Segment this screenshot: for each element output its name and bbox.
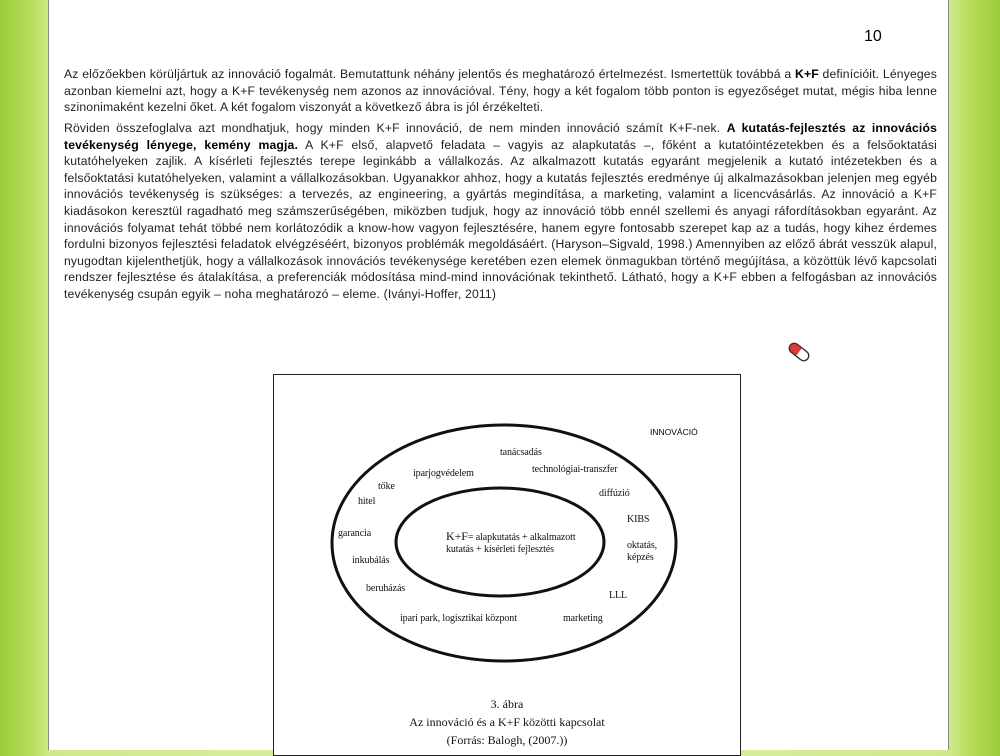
label-iparjogvedelem: iparjogvédelem: [413, 468, 474, 479]
innovation-kf-figure: [273, 374, 741, 756]
page-number: 10: [864, 28, 882, 45]
paragraph-2-text-b: A K+F első, alapvető feladata – vagyis az alapkutatás –, főként a kutatóintézetekben és a felsőoktatási kutatóhelyeken zajlik. A kísérleti fejlesztés terepe leginkább a vállalkozás. Az alkalmazott kutatás egyaránt megjelenik a kutató intézetekben és a felsőoktatási kutatóhelyeken, valamint a vállalkozásokban. Ugyanakkor ahhoz, hogy a kutatás fejlesztés eredménye új alkalmazásokban jelenjen meg egyéb innovációs tevékenység is szükséges: a tervezés, az engineering, a gyártás megindítása, a marketing, valamint a licencvásárlás. Az innováció a K+F kiadásokon keresztül ragadható meg számszerűségében, miközben tudjuk, hogy az innováció több ennél szellemi és anyagi ráfordításokban egyaránt. Az innovációs folyamat tehát többé nem korlátozódik a know-how vagyon fejlesztésére, hanem egyre fontosabb szerepet kap az a tudás, hogy kihez érdemes fordulni bizonyos fejlesztési feladatok elvégzéséért, bizonyos problémák megoldásáért. (Haryson–Sigvald, 1998.) Amennyiben az előző ábrát vesszük alapul, nyugodtan kijelenthetjük, hogy a vállalkozások innovációs tevékenysége keretében ezen elemek önmagukban történő megújítása, a közöttük lévő kapcsolati rendszer fejlesztése és átalakítása, a preferenciák módosítása mind-mind innovációnak tekinthető. Látható, hogy a K+F ebben a felfogásban az innovációs tevékenység csupán egyik – noha meghatározó – eleme. (Iványi-Hoffer, 2011): [64, 137, 937, 301]
figure-caption-number: 3. ábra: [490, 697, 524, 711]
pill-icon: [786, 339, 812, 365]
label-kepzes: képzés: [627, 552, 654, 563]
paragraph-1-text-a: Az előzőekben körüljártuk az innováció fogalmát. Bemutattunk néhány jelentős és meghatározó értelmezést. Ismertettük továbbá a: [64, 67, 795, 81]
paragraph-2: [64, 120, 937, 303]
label-beruhazas: beruházás: [366, 583, 406, 594]
paragraph-1: [64, 66, 937, 116]
label-oktatas: oktatás,: [627, 540, 658, 551]
inner-kf-line1: [446, 529, 576, 544]
label-tanacsadas: tanácsadás: [500, 447, 542, 458]
label-ipari-park: ipari park, logisztikai központ: [400, 613, 517, 624]
label-hitel: hitel: [358, 496, 376, 507]
paragraph-1-bold: K+F: [795, 67, 819, 81]
figure-caption-title: Az innováció és a K+F közötti kapcsolat: [409, 715, 605, 729]
label-marketing: marketing: [563, 613, 603, 624]
inner-kf-def2: kutatás + kísérleti fejlesztés: [446, 544, 554, 555]
paragraph-1-text-b: definícióit. Lényeges azonban kiemelni azt, hogy a K+F tevékenység nem azonos az innovációval. Tény, hogy a két fogalom több ponton is egyezőséget mutat, mégis hiba lenne szinonimaként kezelni őket. A két fogalom viszonyát a következő ábra is jól érzékelteti.: [64, 67, 937, 115]
label-kibs: KIBS: [627, 514, 650, 525]
paragraph-2-bold: A kutatás-fejlesztés az innovációs tevékenység lényege, kemény magja.: [64, 121, 937, 152]
label-technologia: technológiai-transzfer: [532, 464, 618, 475]
label-garancia: garancia: [338, 528, 372, 539]
inner-kf-label: K+F: [446, 529, 468, 543]
figure-caption-source: (Forrás: Balogh, (2007.)): [446, 733, 568, 747]
inner-kf-def1: = alapkutatás + alkalmazott: [467, 532, 576, 543]
label-lll: LLL: [609, 590, 628, 601]
label-inkubalas: inkubálás: [352, 555, 390, 566]
innovation-label: INNOVÁCIÓ: [650, 427, 698, 437]
document-page: [48, 0, 949, 750]
paragraph-2-text-a: Röviden összefoglalva azt mondhatjuk, hogy minden K+F innováció, de nem minden innováció számít K+F-nek.: [64, 121, 727, 135]
label-toke: tőke: [378, 481, 395, 492]
label-diffuzio: diffúzió: [599, 488, 630, 499]
